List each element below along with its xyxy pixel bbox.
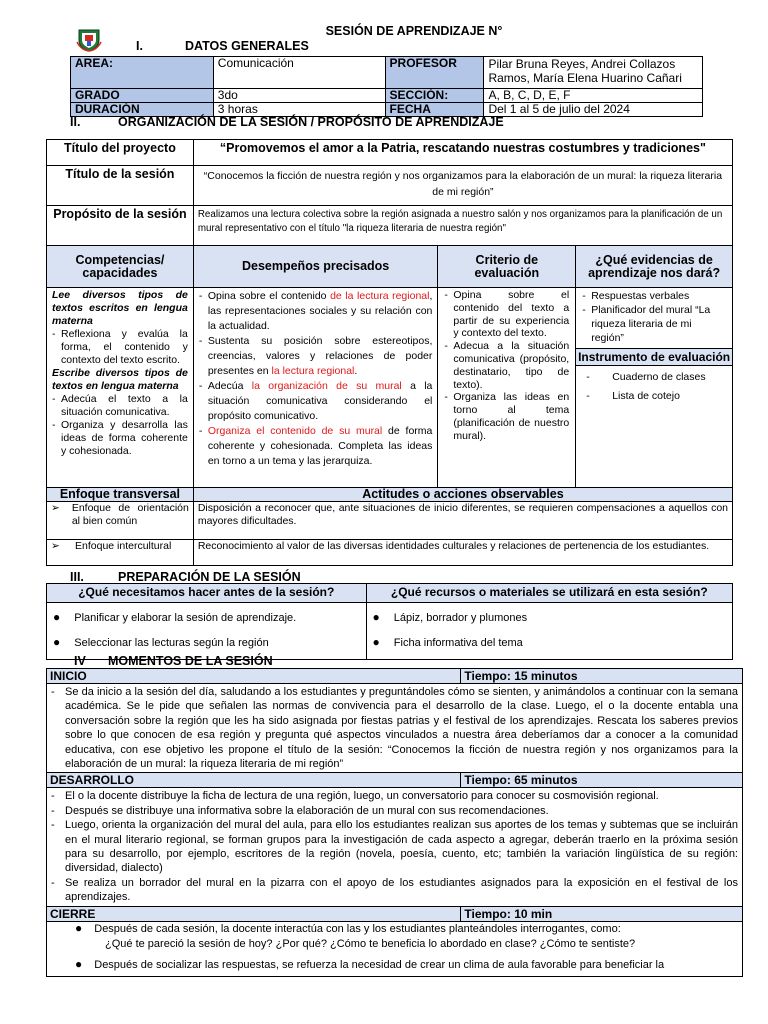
sesion-value: “Conocemos la ficción de nuestra región y nos organizamos para la elaboración de un mural: la riqueza literaria de mi región” (193, 166, 732, 206)
section-4-heading: MOMENTOS DE LA SESIÓN (108, 654, 273, 668)
desarrollo-time: Tiempo: 65 minutos (461, 773, 743, 788)
col-desempenos: Desempeños precisados (193, 246, 438, 288)
instrumento-item: Cuaderno de clases (612, 371, 706, 383)
desempeno-item: - Adecúa la organización de su mural a la situación comunicativa considerando el propósito comunicativo. (199, 379, 433, 424)
proyecto-value: “Promovemos el amor a la Patria, rescatando nuestras costumbres y tradiciones" (193, 140, 732, 166)
instrumento-label: Instrumento de evaluación (578, 350, 731, 364)
duracion-label: DURACIÓN (71, 103, 214, 117)
grado-label: GRADO (71, 89, 214, 103)
antes-item: Planificar y elaborar la sesión de aprendizaje. (74, 612, 297, 624)
col-antes: ¿Qué necesitamos hacer antes de la sesión? (47, 584, 367, 603)
desarrollo-item: - Después se distribuye una informativa sobre la elaboración de un mural con sus recomendaciones. (51, 804, 738, 818)
area-label: AREA: (71, 57, 214, 89)
desarrollo-item: - Luego, orienta la organización del mural del aula, para ello los estudiantes realizan sus aportes de los temas y subtemas que se incluirán en el mural literario regional, se forman grupos para la investigación de cada aspecto a agregar, deberán traerlo en la próxima sesión para su desarrollo, por ejemplo, escritores de la región (novela, poesía, cuento, etc; también la variación lingüística de su región: diversidad, dialecto) (51, 818, 738, 876)
grado-value: 3do (213, 89, 385, 103)
instrumentos-list: - Cuaderno de clases - Lista de cotejo (586, 371, 706, 402)
criterio-item: - Organiza las ideas en torno al tema (planificación de nuestro mural). (444, 391, 569, 442)
sesion-label: Título de la sesión (47, 166, 194, 206)
inicio-cell (47, 684, 743, 773)
recurso-item: Lápiz, borrador y plumones (393, 612, 528, 624)
section-2-number: II. (70, 115, 81, 129)
criterios-cell (438, 288, 576, 488)
section-3-heading: PREPARACIÓN DE LA SESIÓN (118, 570, 301, 584)
evidencia-item: - Respuestas verbales (582, 289, 726, 303)
duracion-value: 3 horas (213, 103, 385, 117)
inicio-label: INICIO (47, 669, 461, 684)
instrumento-item: Lista de cotejo (612, 390, 680, 402)
profesor-label: PROFESOR (385, 57, 484, 89)
actitud-2: Reconocimiento al valor de las diversas identidades culturales y relaciones de pertenencia de los estudiantes. (193, 540, 732, 566)
organization-table (46, 139, 733, 566)
section-1-number: I. (136, 39, 143, 53)
proyecto-label: Título del proyecto (47, 140, 194, 166)
actitudes-label: Actitudes o acciones observables (193, 488, 732, 502)
cierre-time: Tiempo: 10 min (461, 906, 743, 921)
actitud-1: Disposición a reconocer que, ante situaciones de inicio diferentes, se requieren compensaciones a aquellos con mayores dificultades. (193, 502, 732, 540)
proposito-label: Propósito de la sesión (47, 206, 194, 246)
general-data-table (70, 56, 703, 117)
evidencias-cell (576, 288, 733, 488)
competencia-2-title: Escribe diversos tipos de textos en lengua materna (52, 367, 188, 392)
desempeno-item: - Organiza el contenido de su mural de forma coherente y cohesionada. Completa las ideas en torno a un tema y las jerarquiza. (199, 424, 433, 469)
desempenos-cell (193, 288, 438, 488)
cierre-cell: ● Después de cada sesión, la docente interactúa con las y los estudiantes planteándoles interrogantes, como: ¿Qué te pareció la sesión de hoy? ¿Por qué? ¿Cómo te beneficia lo abordado en clase? ¿Cómo te sentiste? ● Después de socializar las respuestas, se refuerza la necesidad de crear un clima de aula favorable para beneficiar la (47, 921, 743, 976)
desarrollo-item: - El o la docente distribuye la ficha de lectura de una región, luego, un conversatorio para conocer su cosmovisión regional. (51, 789, 738, 803)
evidencia-item: - Planificador del mural “La riqueza literaria de mi región” (582, 303, 726, 345)
desempeno-item: - Opina sobre el contenido de la lectura regional, las representaciones sociales y su relación con la actualidad. (199, 289, 433, 334)
section-3-number: III. (70, 570, 84, 584)
section-2-heading: ORGANIZACIÓN DE LA SESIÓN / PROPÓSITO DE APRENDIZAJE (118, 115, 504, 129)
desempeno-item: - Sustenta su posición sobre estereotipos, creencias, valores y relaciones de poder presentes en la lectura regional. (199, 334, 433, 379)
preparation-table (46, 583, 733, 660)
recursos-cell: ● Lápiz, borrador y plumones ● Ficha informativa del tema (366, 603, 732, 660)
criterio-item: - Opina sobre el contenido del texto a partir de su experiencia y contexto del texto. (444, 289, 569, 340)
desarrollo-label: DESARROLLO (47, 773, 461, 788)
inicio-text: - Se da inicio a la sesión del día, saludando a los estudiantes y preguntándoles cómo se sienten, y animándolos a continuar con la semana académica. Se le pide que señalen las normas de convivencia para el desarrollo de la clase. Luego, el o la docente entabla una conversación sobre la región que les ha sido asignada por fiestas patrias y el festival de los aprendizajes. Rescata los saberes previos sobre lo que conocen de esa región y pregunta qué aspectos vinculados a nuestra área deberíamos dar a conocer a la comunidad educativa, con ese objetivo les propone el título de la sesión: “Conocemos la ficción de nuestra región y nos organizamos para la elaboración de un mural: la riqueza literaria de mi región” (51, 685, 738, 771)
desarrollo-item: - Se realiza un borrador del mural en la pizarra con el apoyo de los estudiantes asignados para la exposición en el festival de los aprendizajes. (51, 876, 738, 905)
col-recursos: ¿Qué recursos o materiales se utilizará en esta sesión? (366, 584, 732, 603)
competencia-1-title: Lee diversos tipos de textos escritos en lengua materna (52, 289, 188, 327)
competencias-cell (47, 288, 194, 488)
criterio-item: - Adecua a la situación comunicativa (propósito, destinatario, tipo de texto). (444, 340, 569, 391)
antes-cell: ● Planificar y elaborar la sesión de aprendizaje. ● Seleccionar las lecturas según la región (47, 603, 367, 660)
cierre-label: CIERRE (47, 906, 461, 921)
seccion-value: A, B, C, D, E, F (484, 89, 703, 103)
area-value: Comunicación (213, 57, 385, 89)
competencia-2-item: - Organiza y desarrolla las ideas de forma coherente y cohesionada. (52, 419, 188, 458)
section-4-number: IV (74, 654, 86, 668)
col-criterio: Criterio de evaluación (438, 246, 576, 288)
proposito-value: Realizamos una lectura colectiva sobre la región asignada a nuestro salón y nos organizamos para la planificación de un mural representativo con el título "la riqueza literaria de nuestra región" (193, 206, 732, 246)
desarrollo-cell (47, 788, 743, 906)
fecha-label: FECHA (385, 103, 484, 117)
col-competencias: Competencias/ capacidades (47, 246, 194, 288)
document-title: SESIÓN DE APRENDIZAJE N° (325, 24, 503, 38)
enfoque-label: Enfoque transversal (47, 488, 194, 502)
fecha-value: Del 1 al 5 de julio del 2024 (484, 103, 703, 117)
cierre-item: Después de cada sesión, la docente interactúa con las y los estudiantes planteándoles interrogantes, como: (94, 922, 621, 935)
cierre-item: Después de socializar las respuestas, se refuerza la necesidad de crear un clima de aula favorable para beneficiar la (94, 958, 665, 971)
col-evidencias: ¿Qué evidencias de aprendizaje nos dará? (576, 246, 733, 288)
recurso-item: Ficha informativa del tema (393, 637, 523, 649)
inicio-time: Tiempo: 15 minutos (461, 669, 743, 684)
section-1-heading: DATOS GENERALES (185, 39, 309, 53)
competencia-2-item: - Adecúa el texto a la situación comunicativa. (52, 393, 188, 419)
moments-table (46, 668, 743, 977)
profesor-value: Pilar Bruna Reyes, Andrei Collazos Ramos, María Elena Huarino Cañari (484, 57, 703, 89)
seccion-label: SECCIÓN: (385, 89, 484, 103)
cierre-questions: ¿Qué te pareció la sesión de hoy? ¿Por qué? ¿Cómo te beneficia lo abordado en clase? ¿Cómo te sentiste? (105, 937, 636, 950)
enfoque-1: ➢ Enfoque de orientación al bien común (47, 502, 194, 540)
competencia-1-item: - Reflexiona y evalúa la forma, el contenido y contexto del texto escrito. (52, 328, 188, 367)
antes-item: Seleccionar las lecturas según la región (74, 637, 269, 649)
enfoque-2: ➢ Enfoque intercultural (47, 540, 194, 566)
